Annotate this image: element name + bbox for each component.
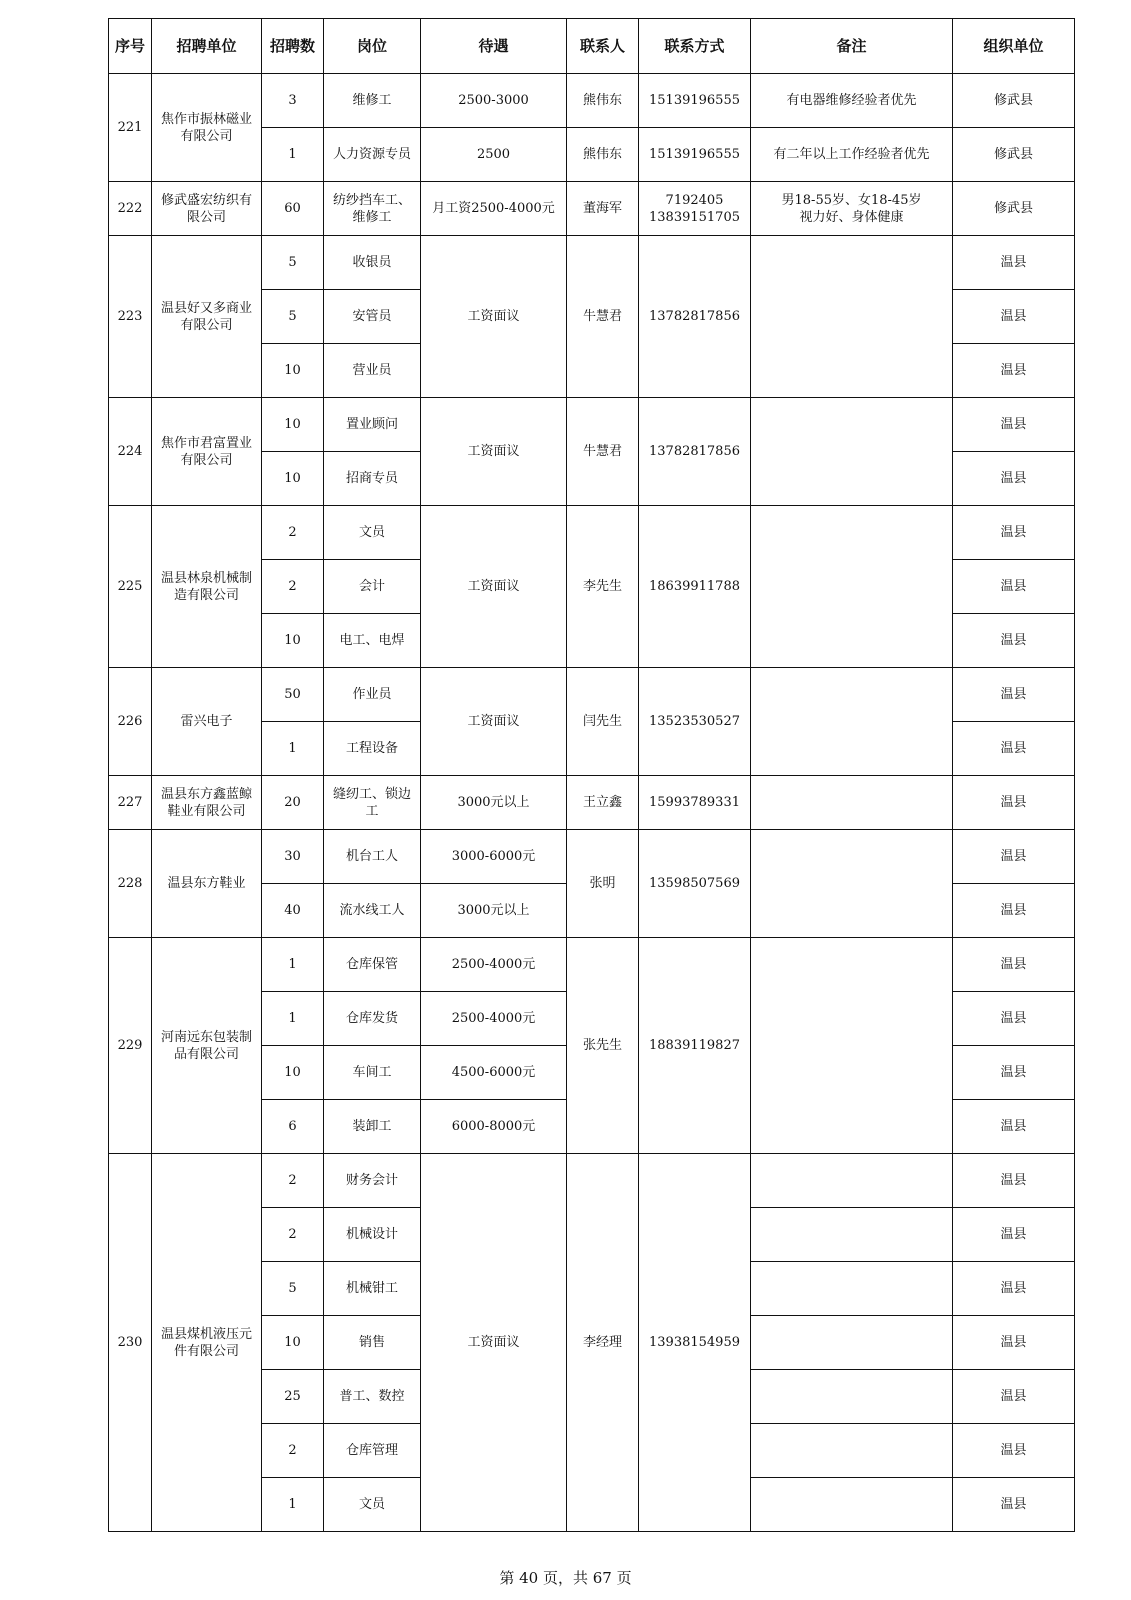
row-number: 221	[109, 74, 152, 182]
organizer: 温县	[953, 992, 1075, 1046]
organizer: 温县	[953, 1262, 1075, 1316]
contact-person: 牛慧君	[567, 398, 639, 506]
recruit-count: 1	[262, 938, 324, 992]
organizer: 温县	[953, 776, 1075, 830]
organizer: 修武县	[953, 74, 1075, 128]
row-number: 222	[109, 182, 152, 236]
remark	[751, 236, 953, 398]
row-number: 230	[109, 1154, 152, 1532]
job-post: 装卸工	[324, 1100, 421, 1154]
company-name: 温县林泉机械制造有限公司	[152, 506, 262, 668]
remark	[751, 1208, 953, 1262]
header-company: 招聘单位	[152, 19, 262, 74]
header-contact: 联系人	[567, 19, 639, 74]
organizer: 温县	[953, 1316, 1075, 1370]
job-post: 电工、电焊	[324, 614, 421, 668]
row-number: 223	[109, 236, 152, 398]
job-post: 收银员	[324, 236, 421, 290]
salary: 2500-4000元	[421, 992, 567, 1046]
organizer: 温县	[953, 722, 1075, 776]
contact-person: 董海军	[567, 182, 639, 236]
organizer: 温县	[953, 884, 1075, 938]
recruit-count: 10	[262, 1316, 324, 1370]
job-post: 仓库保管	[324, 938, 421, 992]
header-phone: 联系方式	[639, 19, 751, 74]
salary: 工资面议	[421, 506, 567, 668]
salary: 4500-6000元	[421, 1046, 567, 1100]
company-name: 河南远东包装制品有限公司	[152, 938, 262, 1154]
recruit-count: 2	[262, 1424, 324, 1478]
company-name: 温县东方鞋业	[152, 830, 262, 938]
contact-person: 李经理	[567, 1154, 639, 1532]
contact-phone: 13938154959	[639, 1154, 751, 1532]
organizer: 温县	[953, 938, 1075, 992]
contact-person: 王立鑫	[567, 776, 639, 830]
remark	[751, 1262, 953, 1316]
job-post: 车间工	[324, 1046, 421, 1100]
recruit-count: 30	[262, 830, 324, 884]
recruit-count: 10	[262, 344, 324, 398]
salary: 6000-8000元	[421, 1100, 567, 1154]
table-row	[109, 1154, 1075, 1208]
header-org: 组织单位	[953, 19, 1075, 74]
contact-person: 闫先生	[567, 668, 639, 776]
recruit-count: 1	[262, 128, 324, 182]
contact-phone: 13782817856	[639, 398, 751, 506]
salary: 2500-4000元	[421, 938, 567, 992]
remark	[751, 1478, 953, 1532]
job-post: 招商专员	[324, 452, 421, 506]
job-post: 工程设备	[324, 722, 421, 776]
remark: 有二年以上工作经验者优先	[751, 128, 953, 182]
table-body	[109, 74, 1075, 1532]
organizer: 温县	[953, 668, 1075, 722]
row-number: 229	[109, 938, 152, 1154]
table-row	[109, 236, 1075, 290]
job-post: 文员	[324, 1478, 421, 1532]
recruit-count: 2	[262, 1208, 324, 1262]
organizer: 温县	[953, 560, 1075, 614]
recruit-count: 5	[262, 290, 324, 344]
row-number: 225	[109, 506, 152, 668]
recruit-count: 2	[262, 506, 324, 560]
job-post: 人力资源专员	[324, 128, 421, 182]
salary: 2500-3000	[421, 74, 567, 128]
organizer: 温县	[953, 506, 1075, 560]
recruit-count: 25	[262, 1370, 324, 1424]
company-name: 焦作市振林磁业有限公司	[152, 74, 262, 182]
job-post: 机械钳工	[324, 1262, 421, 1316]
job-post: 文员	[324, 506, 421, 560]
organizer: 温县	[953, 1370, 1075, 1424]
salary: 3000元以上	[421, 776, 567, 830]
contact-person: 熊伟东	[567, 128, 639, 182]
recruit-count: 10	[262, 398, 324, 452]
organizer: 温县	[953, 398, 1075, 452]
job-post: 缝纫工、锁边工	[324, 776, 421, 830]
header-salary: 待遇	[421, 19, 567, 74]
contact-person: 熊伟东	[567, 74, 639, 128]
contact-phone: 7192405 13839151705	[639, 182, 751, 236]
job-post: 作业员	[324, 668, 421, 722]
header-row	[109, 19, 1075, 74]
company-name: 雷兴电子	[152, 668, 262, 776]
job-post: 仓库管理	[324, 1424, 421, 1478]
row-number: 228	[109, 830, 152, 938]
contact-phone: 15993789331	[639, 776, 751, 830]
organizer: 温县	[953, 614, 1075, 668]
job-post: 会计	[324, 560, 421, 614]
remark: 男18-55岁、女18-45岁 视力好、身体健康	[751, 182, 953, 236]
job-post: 安管员	[324, 290, 421, 344]
contact-person: 李先生	[567, 506, 639, 668]
contact-phone: 15139196555	[639, 128, 751, 182]
organizer: 温县	[953, 452, 1075, 506]
recruit-count: 2	[262, 560, 324, 614]
organizer: 修武县	[953, 182, 1075, 236]
table-row	[109, 776, 1075, 830]
recruit-count: 60	[262, 182, 324, 236]
job-post: 流水线工人	[324, 884, 421, 938]
header-post: 岗位	[324, 19, 421, 74]
table-row	[109, 506, 1075, 560]
table-row	[109, 830, 1075, 884]
job-post: 纺纱挡车工、维修工	[324, 182, 421, 236]
salary: 3000-6000元	[421, 830, 567, 884]
recruitment-table	[108, 18, 1075, 1532]
job-post: 机械设计	[324, 1208, 421, 1262]
contact-phone: 15139196555	[639, 74, 751, 128]
remark	[751, 830, 953, 938]
remark: 有电器维修经验者优先	[751, 74, 953, 128]
recruit-count: 5	[262, 1262, 324, 1316]
recruit-count: 1	[262, 722, 324, 776]
company-name: 修武盛宏纺织有限公司	[152, 182, 262, 236]
recruit-count: 10	[262, 452, 324, 506]
remark	[751, 776, 953, 830]
table-row	[109, 938, 1075, 992]
recruit-count: 1	[262, 992, 324, 1046]
job-post: 财务会计	[324, 1154, 421, 1208]
company-name: 焦作市君富置业有限公司	[152, 398, 262, 506]
salary: 2500	[421, 128, 567, 182]
remark	[751, 938, 953, 1154]
company-name: 温县煤机液压元件有限公司	[152, 1154, 262, 1532]
contact-phone: 13782817856	[639, 236, 751, 398]
salary: 工资面议	[421, 668, 567, 776]
organizer: 温县	[953, 1208, 1075, 1262]
recruit-count: 3	[262, 74, 324, 128]
row-number: 227	[109, 776, 152, 830]
contact-phone: 18839119827	[639, 938, 751, 1154]
contact-phone: 13523530527	[639, 668, 751, 776]
salary: 工资面议	[421, 398, 567, 506]
job-post: 仓库发货	[324, 992, 421, 1046]
job-post: 销售	[324, 1316, 421, 1370]
table-row	[109, 398, 1075, 452]
organizer: 温县	[953, 1478, 1075, 1532]
contact-phone: 13598507569	[639, 830, 751, 938]
remark	[751, 1154, 953, 1208]
salary: 工资面议	[421, 1154, 567, 1532]
recruit-count: 40	[262, 884, 324, 938]
remark	[751, 668, 953, 776]
header-note: 备注	[751, 19, 953, 74]
recruit-count: 10	[262, 1046, 324, 1100]
recruit-count: 1	[262, 1478, 324, 1532]
job-post: 维修工	[324, 74, 421, 128]
page-footer: 第 40 页，共 67 页	[499, 1569, 632, 1587]
salary: 3000元以上	[421, 884, 567, 938]
recruit-count: 10	[262, 614, 324, 668]
remark	[751, 1316, 953, 1370]
organizer: 温县	[953, 1154, 1075, 1208]
organizer: 温县	[953, 1424, 1075, 1478]
contact-phone: 18639911788	[639, 506, 751, 668]
remark	[751, 1370, 953, 1424]
job-post: 置业顾问	[324, 398, 421, 452]
company-name: 温县好又多商业有限公司	[152, 236, 262, 398]
table-row	[109, 74, 1075, 128]
organizer: 温县	[953, 1100, 1075, 1154]
company-name: 温县东方鑫蓝鲸鞋业有限公司	[152, 776, 262, 830]
organizer: 温县	[953, 236, 1075, 290]
recruit-count: 2	[262, 1154, 324, 1208]
organizer: 温县	[953, 290, 1075, 344]
remark	[751, 1424, 953, 1478]
organizer: 温县	[953, 344, 1075, 398]
salary: 工资面议	[421, 236, 567, 398]
contact-person: 张先生	[567, 938, 639, 1154]
remark	[751, 506, 953, 668]
recruit-count: 5	[262, 236, 324, 290]
remark	[751, 398, 953, 506]
table-row	[109, 668, 1075, 722]
recruit-count: 20	[262, 776, 324, 830]
table-row	[109, 182, 1075, 236]
header-count: 招聘数	[262, 19, 324, 74]
contact-person: 张明	[567, 830, 639, 938]
job-post: 普工、数控	[324, 1370, 421, 1424]
job-post: 营业员	[324, 344, 421, 398]
header-no: 序号	[109, 19, 152, 74]
salary: 月工资2500-4000元	[421, 182, 567, 236]
organizer: 温县	[953, 830, 1075, 884]
row-number: 224	[109, 398, 152, 506]
contact-person: 牛慧君	[567, 236, 639, 398]
recruit-count: 6	[262, 1100, 324, 1154]
organizer: 温县	[953, 1046, 1075, 1100]
job-post: 机台工人	[324, 830, 421, 884]
row-number: 226	[109, 668, 152, 776]
recruit-count: 50	[262, 668, 324, 722]
organizer: 修武县	[953, 128, 1075, 182]
